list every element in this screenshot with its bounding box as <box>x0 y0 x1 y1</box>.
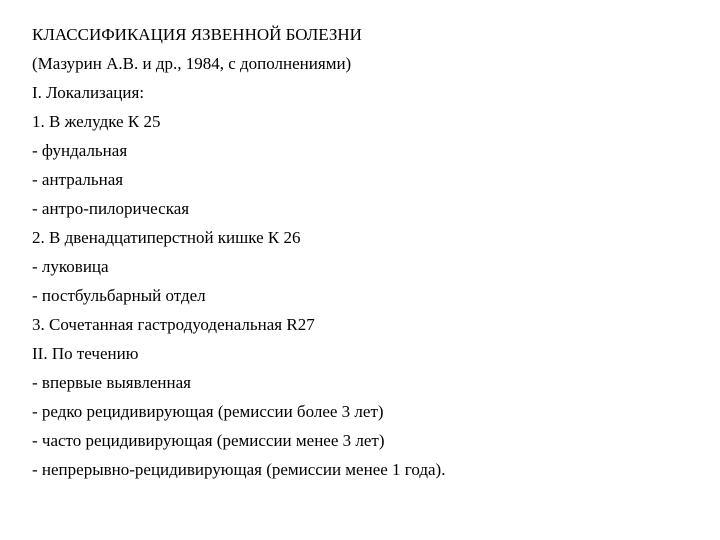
list-item: - постбульбарный отдел <box>32 286 206 305</box>
subsection-combined: 3. Сочетанная гастродуоденальная R27 <box>32 315 315 334</box>
document-title: КЛАССИФИКАЦИЯ ЯЗВЕННОЙ БОЛЕЗНИ <box>32 25 362 44</box>
list-item: - фундальная <box>32 141 128 160</box>
list-item: - впервые выявленная <box>32 373 191 392</box>
subsection-stomach: 1. В желудке К 25 <box>32 112 161 131</box>
list-item: - луковица <box>32 257 109 276</box>
list-item: - непрерывно-рецидивирующая (ремиссии менее 1 года). <box>32 460 446 479</box>
list-item: - антральная <box>32 170 124 189</box>
subsection-duodenum: 2. В двенадцатиперстной кишке К 26 <box>32 228 301 247</box>
list-item: - часто рецидивирующая (ремиссии менее 3 лет) <box>32 431 385 450</box>
document-source: (Мазурин А.В. и др., 1984, с дополнениями) <box>32 54 352 73</box>
section-heading-localization: I. Локализация: <box>32 83 145 102</box>
list-item: - редко рецидивирующая (ремиссии более 3 лет) <box>32 402 384 421</box>
classification-text-block <box>32 20 692 484</box>
list-item: - антро-пилорическая <box>32 199 190 218</box>
section-heading-course: II. По течению <box>32 344 139 363</box>
